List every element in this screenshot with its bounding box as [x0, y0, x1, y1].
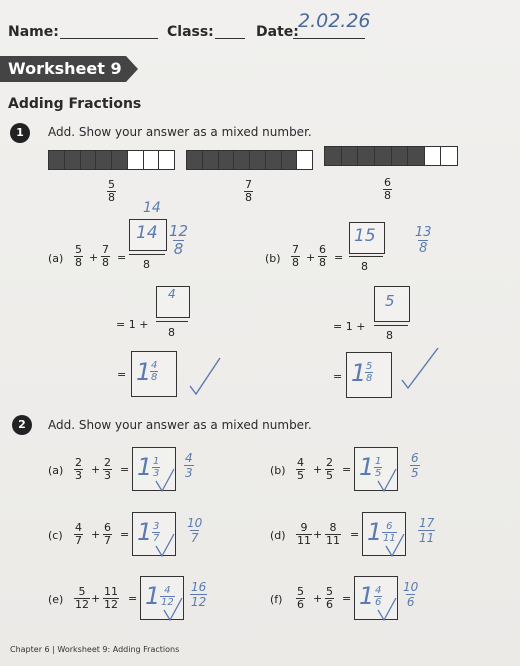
fraction-bar — [129, 254, 165, 255]
denominator: 11 — [326, 534, 340, 547]
numerator: 1 — [153, 456, 160, 467]
answer-whole: 1 — [137, 453, 153, 481]
answer-whole: 1 — [137, 518, 153, 546]
numerator: 5 — [75, 243, 82, 256]
plus-sign: + — [313, 592, 323, 605]
q1a-step2-den: 8 — [168, 326, 175, 339]
model-cell — [65, 151, 81, 169]
class-line — [215, 38, 245, 39]
model-cell — [128, 151, 144, 169]
check-mark-icon — [376, 592, 398, 622]
item-label: (c) — [48, 529, 63, 542]
side-work — [186, 516, 203, 545]
denominator: 3 — [104, 469, 111, 482]
section-subtitle: Adding Fractions — [8, 96, 142, 112]
denominator: 8 — [384, 189, 391, 202]
denominator: 7 — [153, 533, 160, 544]
model-cell — [159, 151, 174, 169]
question-1-number: 1 — [10, 123, 30, 143]
q1b-step2-den: 8 — [386, 329, 393, 342]
q1a-scribble: 14 — [143, 200, 161, 216]
numerator: 6 — [104, 521, 111, 534]
q1a-fraction-1 — [74, 244, 83, 269]
name-label: Name: — [8, 24, 59, 40]
addend-2 — [103, 522, 112, 547]
numerator: 13 — [415, 225, 432, 240]
date-line — [293, 38, 365, 39]
plus-sign: + — [306, 251, 316, 264]
plus-sign: + — [313, 463, 323, 476]
model-fraction — [244, 179, 253, 204]
denominator: 6 — [406, 595, 415, 609]
item-label: (a) — [48, 464, 64, 477]
fraction-model-bar — [48, 150, 175, 170]
q1b-answer-handwritten: 15 — [354, 226, 376, 246]
denominator: 11 — [383, 533, 396, 544]
answer-whole: 1 — [359, 453, 375, 481]
denominator: 8 — [366, 373, 373, 384]
denominator: 11 — [419, 531, 435, 545]
plus-sign: + — [89, 251, 99, 264]
numerator: 9 — [300, 521, 308, 534]
denominator: 3 — [153, 468, 160, 479]
addend-1 — [74, 586, 90, 611]
model-cell — [266, 151, 282, 169]
numerator: 4 — [375, 585, 382, 596]
numerator: 2 — [104, 456, 111, 469]
q1b-label: (b) — [265, 252, 281, 265]
denominator: 8 — [292, 256, 299, 269]
numerator: 5 — [297, 585, 304, 598]
fraction-bar — [349, 256, 383, 257]
numerator: 6 — [384, 176, 391, 189]
page-footer: Chapter 6 | Worksheet 9: Adding Fractions — [10, 645, 180, 654]
numerator: 6 — [319, 243, 326, 256]
equals-sign: = — [342, 592, 352, 605]
denominator: 8 — [108, 191, 115, 204]
model-cell — [144, 151, 160, 169]
addend-2 — [103, 586, 119, 611]
numerator: 4 — [164, 585, 171, 596]
check-mark-icon — [154, 528, 176, 558]
plus-sign: + — [313, 528, 323, 541]
check-mark-icon — [154, 463, 176, 493]
item-label: (e) — [48, 593, 64, 606]
date-label: Date: — [256, 24, 299, 40]
denominator: 12 — [104, 598, 118, 611]
denominator: 5 — [375, 468, 382, 479]
model-cell — [187, 151, 203, 169]
numerator: 5 — [108, 178, 115, 191]
q1b-denominator: 8 — [361, 260, 368, 273]
numerator: 6 — [411, 451, 419, 465]
numerator: 4 — [297, 456, 304, 469]
addend-2 — [325, 457, 334, 482]
q1b-fraction-2 — [318, 244, 327, 269]
numerator: 17 — [419, 516, 435, 530]
check-mark-icon — [376, 463, 398, 493]
denominator: 3 — [185, 466, 193, 480]
q1a-denominator: 8 — [143, 258, 150, 271]
addend-1 — [74, 522, 83, 547]
q1a-answer-handwritten: 14 — [136, 223, 158, 243]
denominator: 12 — [191, 595, 207, 609]
worksheet-title: Worksheet 9 — [8, 59, 122, 78]
denominator: 5 — [297, 469, 304, 482]
answer-whole: 1 — [145, 582, 161, 610]
check-mark-icon — [188, 356, 222, 396]
date-handwritten: 2.02.26 — [298, 10, 371, 32]
addend-1 — [296, 522, 312, 547]
question-2-instruction: Add. Show your answer as a mixed number. — [48, 418, 312, 432]
denominator: 5 — [326, 469, 333, 482]
item-label: (d) — [270, 529, 286, 542]
denominator: 6 — [297, 598, 304, 611]
model-cell — [375, 147, 392, 165]
question-2-number: 2 — [12, 415, 32, 435]
q1b-final-whole: 1 — [351, 359, 367, 387]
equals-sign: = — [333, 370, 343, 383]
numerator: 5 — [366, 361, 373, 372]
check-mark-icon — [400, 346, 440, 390]
numerator: 8 — [329, 521, 337, 534]
model-cell — [219, 151, 235, 169]
addend-2 — [103, 457, 112, 482]
addend-1 — [296, 457, 305, 482]
side-work — [402, 580, 419, 609]
fraction-model-bar — [186, 150, 313, 170]
q1a-step2: = 1 + — [116, 318, 149, 331]
model-cell — [297, 151, 312, 169]
side-work — [184, 451, 194, 480]
q1a-label: (a) — [48, 252, 64, 265]
denominator: 8 — [245, 191, 252, 204]
model-cell — [112, 151, 128, 169]
denominator: 8 — [75, 256, 82, 269]
numerator: 6 — [386, 521, 393, 532]
equals-sign: = — [120, 463, 130, 476]
q1b-step2-handwritten: 5 — [385, 292, 395, 310]
model-cell — [425, 147, 442, 165]
model-fraction — [383, 177, 392, 202]
denominator: 12 — [161, 597, 174, 608]
fraction-bar — [156, 321, 188, 322]
answer-whole: 1 — [367, 518, 383, 546]
denominator: 7 — [104, 534, 111, 547]
question-1-instruction: Add. Show your answer as a mixed number. — [48, 125, 312, 139]
equals-sign: = — [117, 368, 127, 381]
model-cell — [342, 147, 359, 165]
q1b-final-fraction — [365, 361, 373, 384]
equals-sign: = — [342, 463, 352, 476]
addend-2 — [325, 522, 341, 547]
worksheet-title-banner — [0, 56, 126, 82]
item-label: (b) — [270, 464, 286, 477]
denominator: 6 — [375, 597, 382, 608]
equals-sign: = — [120, 528, 130, 541]
fraction-bar — [374, 325, 408, 326]
q1a-fraction-2 — [101, 244, 110, 269]
denominator: 3 — [75, 469, 82, 482]
item-label: (f) — [270, 593, 283, 606]
q1a-final-fraction — [150, 360, 158, 383]
name-line — [60, 38, 158, 39]
numerator: 1 — [375, 456, 382, 467]
denominator: 8 — [319, 256, 326, 269]
numerator: 10 — [403, 580, 419, 594]
denominator: 6 — [326, 598, 333, 611]
plus-sign: + — [91, 463, 101, 476]
denominator: 8 — [151, 372, 158, 383]
denominator: 11 — [297, 534, 311, 547]
numerator: 10 — [187, 516, 203, 530]
side-work — [418, 516, 435, 545]
model-cell — [282, 151, 298, 169]
q1a-final-whole: 1 — [136, 358, 152, 386]
model-cell — [250, 151, 266, 169]
model-fraction — [107, 179, 116, 204]
denominator: 8 — [173, 240, 184, 258]
numerator: 7 — [245, 178, 252, 191]
addend-2 — [325, 586, 334, 611]
numerator: 5 — [326, 585, 333, 598]
model-cell — [49, 151, 65, 169]
q1b-step2: = 1 + — [333, 320, 366, 333]
denominator: 5 — [411, 466, 419, 480]
numerator: 7 — [292, 243, 299, 256]
numerator: 12 — [169, 222, 189, 240]
model-cell — [96, 151, 112, 169]
addend-1 — [296, 586, 305, 611]
plus-sign: + — [91, 528, 101, 541]
answer-whole: 1 — [359, 582, 375, 610]
class-label: Class: — [167, 24, 214, 40]
model-cell — [325, 147, 342, 165]
numerator: 11 — [104, 585, 118, 598]
numerator: 4 — [185, 451, 193, 465]
fraction-model-bar — [324, 146, 458, 166]
q1b-side-work — [414, 225, 433, 256]
q1a-side-work — [168, 223, 189, 258]
q1b-fraction-1 — [291, 244, 300, 269]
model-cell — [81, 151, 97, 169]
denominator: 7 — [75, 534, 82, 547]
side-work — [190, 580, 207, 609]
numerator: 3 — [153, 521, 160, 532]
numerator: 4 — [151, 360, 158, 371]
equals-sign: = — [117, 251, 127, 264]
equals-sign: = — [350, 528, 360, 541]
model-cell — [408, 147, 425, 165]
numerator: 7 — [102, 243, 109, 256]
numerator: 5 — [78, 585, 86, 598]
plus-sign: + — [91, 592, 101, 605]
equals-sign: = — [334, 251, 344, 264]
denominator: 12 — [75, 598, 89, 611]
denominator: 8 — [419, 241, 428, 256]
model-cell — [441, 147, 457, 165]
addend-1 — [74, 457, 83, 482]
model-cell — [234, 151, 250, 169]
model-cell — [358, 147, 375, 165]
check-mark-icon — [384, 528, 406, 558]
check-mark-icon — [162, 592, 184, 622]
model-cell — [392, 147, 409, 165]
numerator: 2 — [326, 456, 333, 469]
denominator: 7 — [190, 531, 199, 545]
numerator: 2 — [75, 456, 82, 469]
equals-sign: = — [128, 592, 138, 605]
model-cell — [203, 151, 219, 169]
side-work — [410, 451, 420, 480]
numerator: 16 — [191, 580, 207, 594]
q1a-step2-handwritten: 4 — [168, 287, 176, 301]
numerator: 4 — [75, 521, 82, 534]
denominator: 8 — [102, 256, 109, 269]
